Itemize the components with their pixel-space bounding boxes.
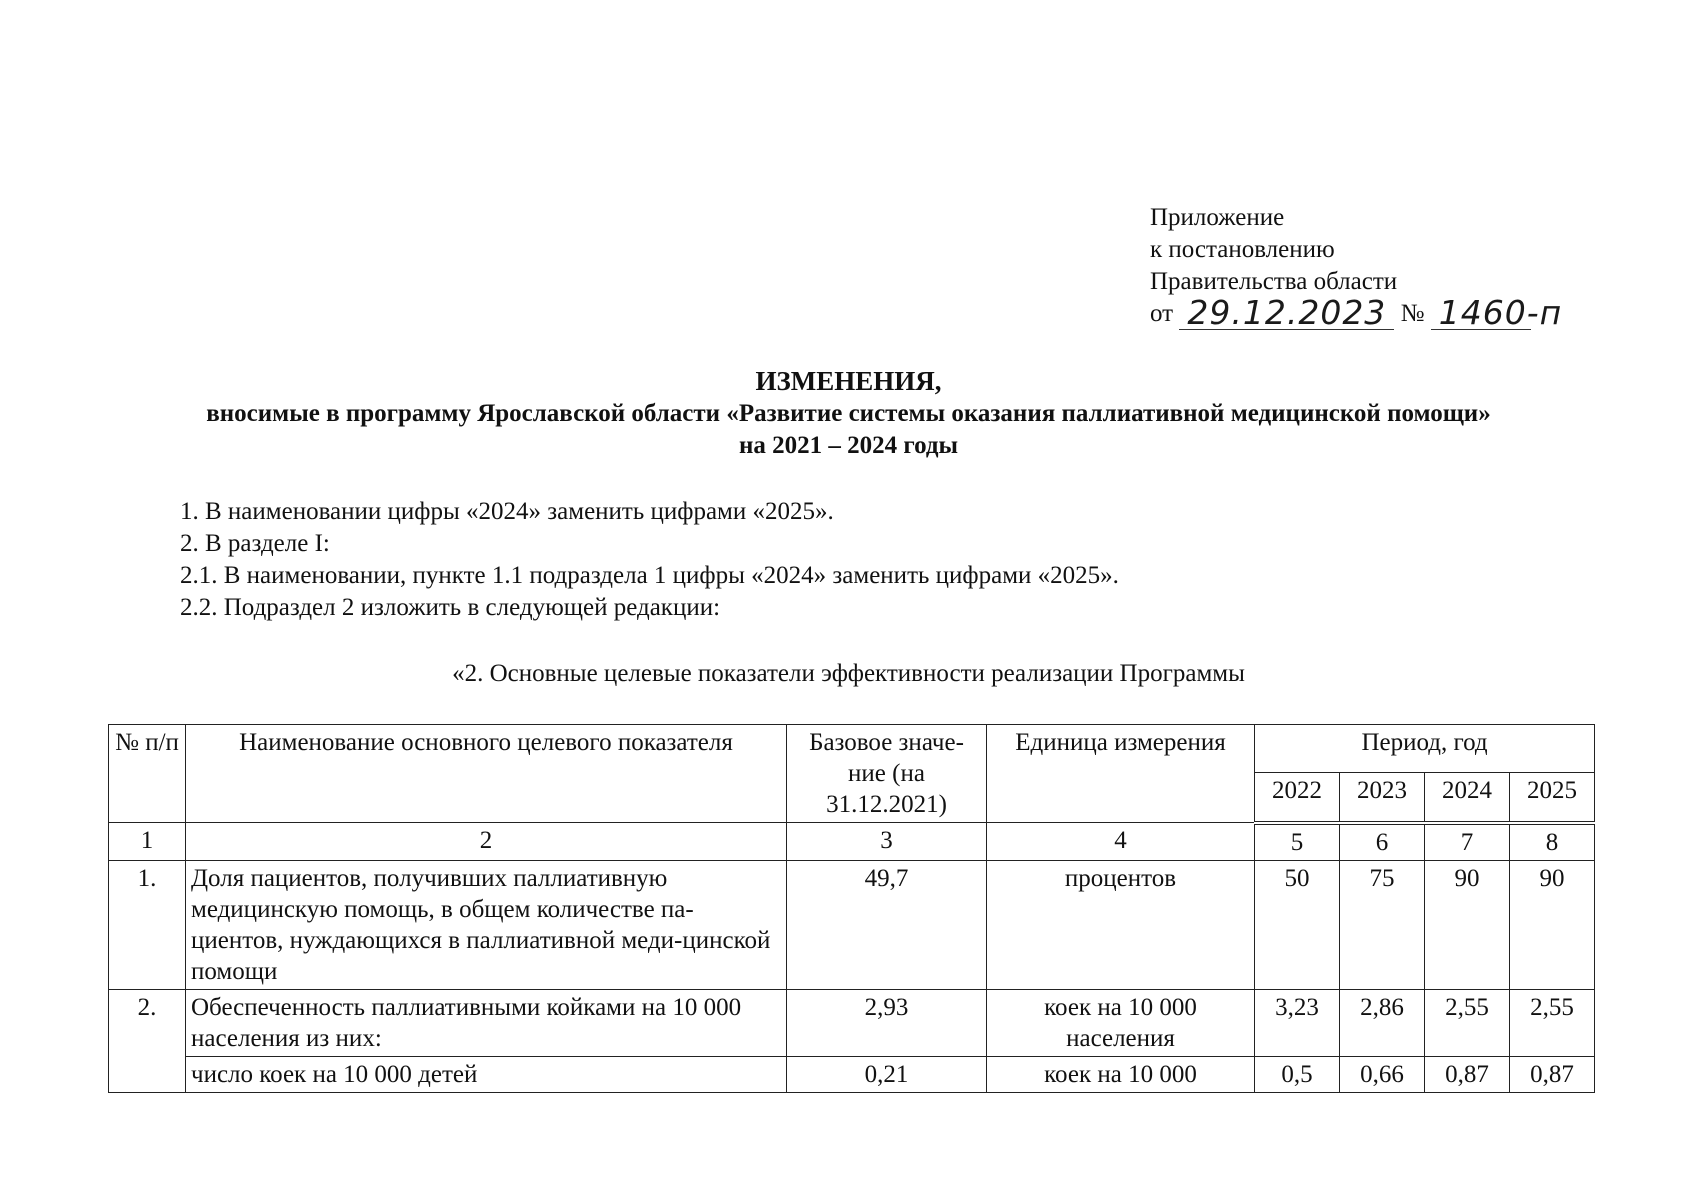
amendment-item: 1. В наименовании цифры «2024» заменить цифрами «2025».: [180, 498, 834, 525]
row-base: 2,93: [787, 989, 987, 1056]
title-line-2: вносимые в программу Ярославской области «Развитие системы оказания паллиативной медицинской помощи»: [206, 400, 1491, 427]
row-value: 0,66: [1340, 1056, 1425, 1092]
table-row: [109, 989, 1595, 1056]
header-base: Базовое значе-ние (на 31.12.2021): [787, 725, 987, 823]
appendix-block: [1150, 202, 1563, 332]
column-number: 2: [186, 823, 787, 861]
header-year: 2025: [1510, 773, 1595, 823]
column-number: 3: [787, 823, 987, 861]
handwritten-date: 29.12.2023: [1187, 293, 1387, 332]
row-value: 75: [1340, 860, 1425, 989]
row-value: 90: [1510, 860, 1595, 989]
number-prefix: №: [1400, 300, 1425, 327]
section-title: «2. Основные целевые показатели эффективности реализации Программы: [452, 660, 1245, 687]
appendix-line-3: Правительства области: [1150, 268, 1398, 295]
date-prefix: от: [1150, 300, 1174, 327]
table-row: [109, 860, 1595, 989]
header-unit: Единица измерения: [987, 725, 1255, 823]
row-unit: коек на 10 000 населения: [987, 989, 1255, 1056]
row-base: 0,21: [787, 1056, 987, 1092]
column-number: 4: [987, 823, 1255, 861]
column-number: 8: [1510, 823, 1595, 861]
row-value: 3,23: [1255, 989, 1340, 1056]
title-line-1: ИЗМЕНЕНИЯ,: [755, 366, 942, 396]
header-num: № п/п: [109, 725, 186, 823]
row-value: 0,5: [1255, 1056, 1340, 1092]
amendment-item: 2.2. Подраздел 2 изложить в следующей редакции:: [180, 594, 721, 621]
row-unit: процентов: [987, 860, 1255, 989]
column-number: 5: [1255, 823, 1340, 861]
row-name: Доля пациентов, получивших паллиативную медицинскую помощь, в общем количестве па-циентов, нуждающихся в паллиативной меди-цинской помощи: [186, 860, 787, 989]
row-value: 2,86: [1340, 989, 1425, 1056]
appendix-date-line: [1150, 293, 1563, 332]
row-value: 90: [1425, 860, 1510, 989]
row-value: 2,55: [1425, 989, 1510, 1056]
appendix-line-2: к постановлению: [1150, 236, 1335, 263]
header-year: 2024: [1425, 773, 1510, 823]
row-value: 2,55: [1510, 989, 1595, 1056]
row-name: Обеспеченность паллиативными койками на 10 000 населения из них:: [186, 989, 787, 1056]
row-num: 1.: [109, 860, 186, 989]
handwritten-number: 1460-п: [1438, 293, 1563, 332]
title-line-3: на 2021 – 2024 годы: [738, 432, 959, 459]
column-number: 7: [1425, 823, 1510, 861]
row-unit: коек на 10 000: [987, 1056, 1255, 1092]
indicators-table: [108, 724, 1595, 1093]
row-value: 0,87: [1510, 1056, 1595, 1092]
header-period: Период, год: [1255, 725, 1595, 773]
appendix-line-1: Приложение: [1150, 204, 1285, 231]
column-number: 1: [109, 823, 186, 861]
row-name: число коек на 10 000 детей: [186, 1056, 787, 1092]
date-field: [1179, 293, 1394, 332]
row-value: 0,87: [1425, 1056, 1510, 1092]
number-field: [1431, 293, 1563, 332]
amendment-item: 2.1. В наименовании, пункте 1.1 подраздела 1 цифры «2024» заменить цифрами «2025».: [180, 562, 1119, 589]
row-num: 2.: [109, 989, 186, 1092]
amendment-items: [180, 496, 1119, 624]
header-name: Наименование основного целевого показателя: [186, 725, 787, 823]
table-header-row: [109, 725, 1595, 773]
column-number: 6: [1340, 823, 1425, 861]
header-year: 2023: [1340, 773, 1425, 823]
amendment-item: 2. В разделе I:: [180, 530, 330, 557]
row-value: 50: [1255, 860, 1340, 989]
table-row: [109, 1056, 1595, 1092]
header-year: 2022: [1255, 773, 1340, 823]
row-base: 49,7: [787, 860, 987, 989]
column-numbers-row: [109, 823, 1595, 861]
